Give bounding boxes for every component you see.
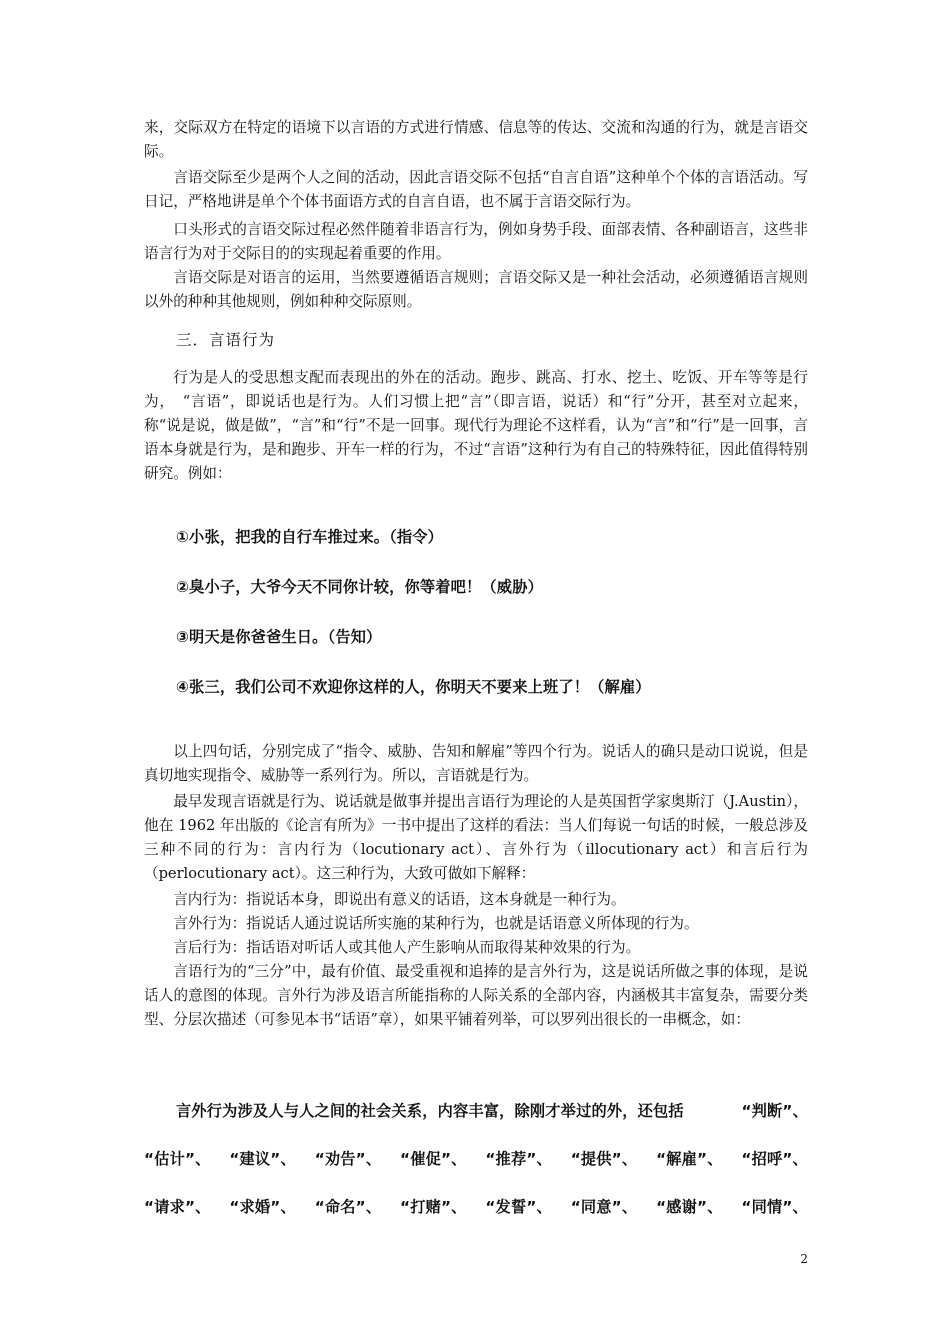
list-item: “打赌”、: [400, 1198, 467, 1216]
paragraph: 来，交际双方在特定的语境下以言语的方式进行情感、信息等的传达、交流和沟通的行为，就是言语交际。: [144, 119, 808, 160]
list-item: “提供”、: [570, 1150, 638, 1168]
list-line: [144, 1196, 808, 1217]
paragraph: 最早发现言语就是行为、说话就是做事并提出言语行为理论的人是英国哲学家奥斯汀（J.Austin），他在 1962 年出版的《论言有所为》一书中提出了这样的看法：当人们每说一句话的时候，一般总涉及三种不同的行为：言内行为（locutionary act）、言外行为（illocutionary act）和言后行为（perlocutionary act）。这三种行为，大致可做如下解释：: [144, 793, 808, 882]
example-sentence: ①小张，把我的自行车推过来。（指令）: [176, 528, 444, 546]
list-item: “命名”、: [314, 1198, 382, 1216]
list-line: [144, 1148, 808, 1169]
list-item: “估计”、: [144, 1150, 211, 1168]
list-item: “同情”、: [741, 1198, 808, 1216]
list-item: “求婚”、: [229, 1198, 296, 1216]
list-item: “发誓”、: [485, 1198, 552, 1216]
list-item: “劝告”、: [314, 1150, 382, 1168]
list-line: [176, 1100, 808, 1121]
list-item: “建议”、: [229, 1150, 296, 1168]
list-item: “请求”、: [144, 1198, 211, 1216]
list-item: “解雇”、: [656, 1150, 723, 1168]
page-number: 2: [800, 1252, 808, 1266]
paragraph: 口头形式的言语交际过程必然伴随着非语言行为，例如身势手段、面部表情、各种副语言，这些非语言行为对于交际目的的实现起着重要的作用。: [144, 221, 808, 262]
paragraph: 言语行为的“三分”中，最有价值、最受重视和追捧的是言外行为，这是说话所做之事的体现，是说话人的意图的体现。言外行为涉及语言所能指称的人际关系的全部内容，内涵极其丰富复杂，需要分类型、分层次描述（可参见本书“话语”章），如果平铺着列举，可以罗列出很长的一串概念，如：: [144, 963, 808, 1028]
list-item: “招呼”、: [741, 1150, 808, 1168]
paragraph: 言语交际至少是两个人之间的活动，因此言语交际不包括“自言自语”这种单个个体的言语活动。写日记，严格地讲是单个个体书面语方式的自言自语，也不属于言语交际行为。: [144, 169, 808, 210]
list-item: “推荐”、: [485, 1150, 552, 1168]
section-heading: 三．言语行为: [176, 331, 276, 349]
paragraph: 言语交际是对语言的运用，当然要遵循语言规则；言语交际又是一种社会活动，必须遵循语言规则以外的种种其他规则，例如种种交际原则。: [144, 269, 808, 310]
paragraph: 行为是人的受思想支配而表现出的外在的活动。跑步、跳高、打水、挖土、吃饭、开车等等是行为， “言语”，即说话也是行为。人们习惯上把“言”（即言语，说话）和“行”分开，甚至对立起来，称“说是说，做是做”，“言”和“行”不是一回事。现代行为理论不这样看，认为“言”和“行”是一回事，言语本身就是行为，是和跑步、开车一样的行为，不过“言语”这种行为有自己的特殊特征，因此值得特别研究。例如：: [144, 369, 808, 482]
list-item: “感谢”、: [656, 1198, 723, 1216]
list-item: “同意”、: [570, 1198, 638, 1216]
list-intro: 言外行为涉及人与人之间的社会关系，内容丰富，除刚才举过的外，还包括: [176, 1102, 684, 1120]
paragraph: 言外行为：指说话人通过说话所实施的某种行为，也就是话语意义所体现的行为。: [173, 915, 699, 932]
example-sentence: ③明天是你爸爸生日。（告知）: [176, 628, 382, 646]
paragraph: 以上四句话，分别完成了“指令、威胁、告知和解雇”等四个行为。说话人的确只是动口说说，但是真切地实现指令、威胁等一系列行为。所以，言语就是行为。: [144, 743, 808, 784]
list-item: “催促”、: [400, 1150, 467, 1168]
paragraph: 言后行为：指话语对听话人或其他人产生影响从而取得某种效果的行为。: [173, 939, 641, 956]
example-sentence: ④张三，我们公司不欢迎你这样的人，你明天不要来上班了！（解雇）: [176, 678, 651, 696]
list-item: “判断”、: [741, 1102, 808, 1120]
paragraph: 言内行为：指说话本身，即说出有意义的话语，这本身就是一种行为。: [173, 891, 626, 908]
example-sentence: ②臭小子，大爷今天不同你计较，你等着吧！（威胁）: [176, 578, 543, 596]
